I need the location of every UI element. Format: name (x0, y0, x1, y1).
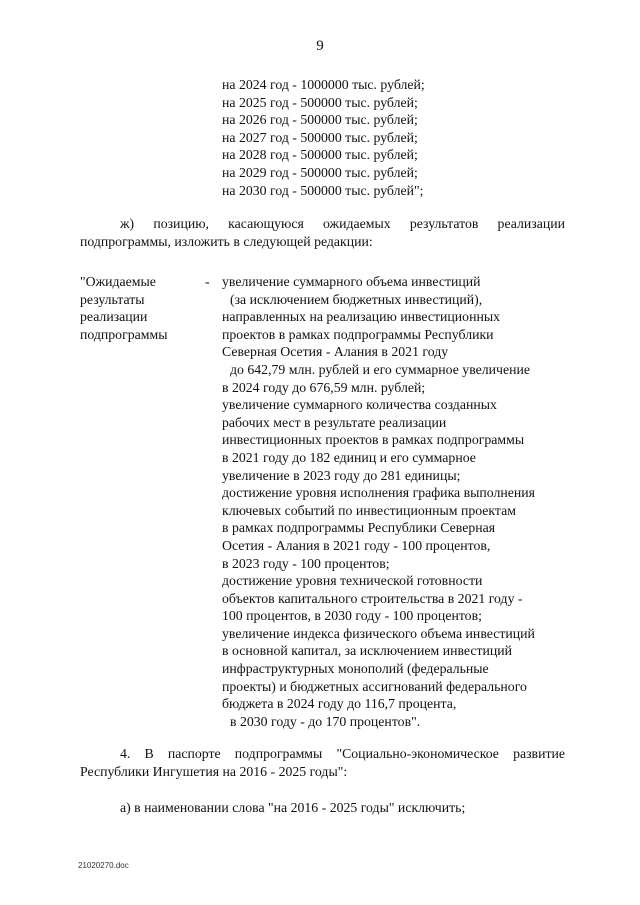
results-line: в рамках подпрограммы Республики Северная (222, 520, 496, 536)
page-number: 9 (316, 38, 324, 54)
results-line: направленных на реализацию инвестиционных (222, 309, 501, 325)
results-line: в 2024 году до 676,59 млн. рублей; (222, 379, 426, 395)
results-label-line: реализации (80, 309, 148, 325)
results-line: Осетия - Алания в 2021 году - 100 процентов, (222, 537, 491, 553)
results-line: 100 процентов, в 2030 году - 100 процентов; (222, 608, 482, 624)
results-line: в 2030 году - до 170 процентов". (230, 713, 421, 729)
funding-line: на 2029 год - 500000 тыс. рублей; (222, 164, 418, 180)
results-label-line: "Ожидаемые (80, 274, 156, 289)
results-line: инфраструктурных монополий (федеральные (222, 661, 489, 677)
paragraph-a: а) в наименовании слова "на 2016 - 2025 годы" исключить; (120, 800, 466, 815)
results-line: проектов в рамках подпрограммы Республики (222, 326, 494, 342)
paragraph-zh (80, 215, 565, 250)
funding-line: на 2024 год - 1000000 тыс. рублей; (222, 77, 425, 92)
funding-line: на 2030 год - 500000 тыс. рублей"; (222, 182, 424, 198)
results-line: бюджета в 2024 году до 116,7 процента, (222, 696, 457, 712)
results-line: в 2023 году - 100 процентов; (222, 555, 390, 571)
results-line: проекты) и бюджетных ассигнований федерального (222, 678, 527, 694)
results-line: увеличение в 2023 году до 281 единицы; (222, 467, 461, 483)
results-line: Северная Осетия - Алания в 2021 году (222, 344, 449, 360)
results-line: объектов капитального строительства в 2021 году - (222, 590, 523, 606)
results-line: достижение уровня исполнения графика выполнения (222, 485, 536, 501)
results-line: ключевых событий по инвестиционным проектам (222, 502, 516, 518)
funding-list (222, 76, 425, 199)
results-line: (за исключением бюджетных инвестиций), (230, 291, 483, 307)
results-line: увеличение суммарного объема инвестиций (222, 274, 481, 289)
funding-line: на 2025 год - 500000 тыс. рублей; (222, 94, 418, 110)
results-line: увеличение суммарного количества созданных (222, 397, 497, 413)
funding-line: на 2026 год - 500000 тыс. рублей; (222, 112, 418, 128)
results-line: в 2021 году до 182 единиц и его суммарное (222, 449, 476, 465)
results-line: рабочих мест в результате реализации (222, 414, 447, 430)
funding-line: на 2027 год - 500000 тыс. рублей; (222, 129, 418, 145)
results-line: в основной капитал, за исключением инвестиций (222, 643, 513, 659)
funding-line: на 2028 год - 500000 тыс. рублей; (222, 147, 418, 163)
results-label (80, 273, 168, 343)
results-line: увеличение индекса физического объема инвестиций (222, 625, 535, 641)
results-text (222, 273, 535, 730)
paragraph-line: подпрограммы, изложить в следующей редакции: (80, 233, 373, 249)
label-dash: - (205, 274, 210, 289)
results-line: инвестиционных проектов в рамках подпрограммы (222, 432, 525, 448)
paragraph-line: Республики Ингушетия на 2016 - 2025 годы": (80, 763, 348, 779)
results-line: достижение уровня технической готовности (222, 573, 483, 589)
paragraph-line: ж) позицию, касающуюся ожидаемых результатов реализации (120, 216, 565, 231)
results-label-line: подпрограммы (80, 326, 168, 342)
results-label-line: результаты (80, 291, 145, 307)
results-line: до 642,79 млн. рублей и его суммарное увеличение (230, 361, 530, 377)
paragraph-4 (80, 745, 565, 780)
paragraph-line: 4. В паспорте подпрограммы "Социально-экономическое развитие (120, 746, 565, 761)
footer-file-code: 21020270.doc (78, 861, 129, 870)
